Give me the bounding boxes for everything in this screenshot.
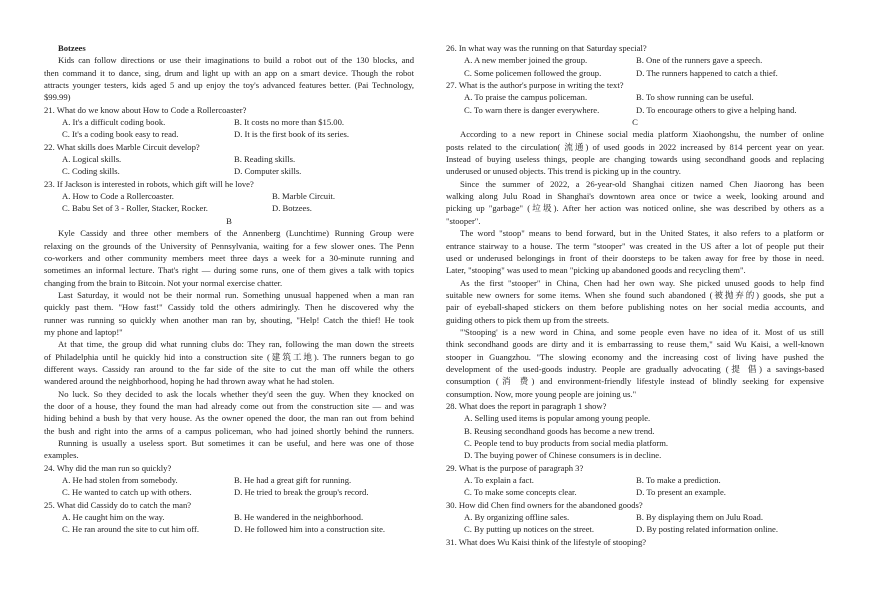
passage-line: my phone and laptop!" [44, 326, 123, 337]
passage-line: used or underused belongings in front of their doorsteps to be taken away for free by those in need. [446, 252, 824, 263]
passage-line: "stooper". [446, 215, 481, 226]
passage-line: The word "stoop" means to bend forward, but in the United States, it also refers to a platform or [460, 228, 824, 239]
option[interactable]: C. Babu Set of 3 - Roller, Stacker, Rocker. [62, 203, 208, 214]
passage-line: changing from the brain to Bitcoin. Not your normal exercise chatter. [44, 277, 283, 288]
passage-line: consumption. Now, more young people are joining us." [446, 388, 637, 399]
options-row [44, 116, 414, 128]
passage-line: Instead of buying useless things, people are changing towards using secondhand goods and replacing [446, 154, 824, 165]
passage-line: of Philadelphia until he quickly hid into a construction site (建筑工地). The runners began to go [44, 351, 414, 362]
option[interactable]: D. He tried to break the group's record. [234, 487, 369, 498]
question-29: 29. What is the purpose of paragraph 3? [446, 462, 584, 473]
option[interactable]: B. Reading skills. [234, 154, 296, 165]
options-row [44, 153, 414, 165]
passage-line: stooper in Guangzhou. "The slowing economy and the increasing cost of living have pushed the [446, 351, 824, 362]
passage-line: "'Stooping' is a new word in China, and some people even have no idea of it. Most of us still [460, 326, 824, 337]
passage-line: attracts younger testers, kids aged 5 and up enjoy the toy's advanced features better. (Pai Technology, [44, 80, 414, 91]
question-23: 23. If Jackson is interested in robots, which gift will he love? [44, 178, 254, 189]
option[interactable]: A. It's a difficult coding book. [62, 117, 166, 128]
option[interactable]: B. Reusing secondhand goods has become a new trend. [464, 425, 655, 436]
passage-line: the bush and right into the arms of a campus policeman, who had joined shortly behind the runners. [44, 425, 414, 436]
option[interactable]: B. By displaying them on Julu Road. [636, 512, 763, 523]
passage-line: As the first "stooper" in China, Chen had her own way. She picked unused goods to help find [460, 277, 824, 288]
passage-line: Running is usually a useless sport. But sometimes it can be useful, and here was one of those [58, 438, 414, 448]
passage-line: quickly past them. "How fast!" Cassidy told the others admiringly. Then he discovered why the [44, 302, 414, 313]
option[interactable]: D. Computer skills. [234, 166, 302, 177]
section-label-c: C [632, 117, 638, 128]
options-row [446, 104, 824, 116]
passage-line: Kids can follow directions or use their imaginations to build a robot out of the 130 blocks, and [58, 55, 414, 66]
options-row [44, 190, 414, 202]
option[interactable]: C. Some policemen followed the group. [464, 67, 602, 78]
option[interactable]: A. Selling used items is popular among young people. [464, 413, 651, 424]
passage-line: the door of a house, they found the man had already come out from the construction site — and was [44, 400, 414, 411]
option[interactable]: D. He followed him into a construction site. [234, 524, 386, 535]
passage-line: No luck. So they decided to ask the locals whether they'd seen the guy. When they knocked on [58, 388, 414, 399]
passage-line: examples. [44, 450, 79, 461]
question-28: 28. What does the report in paragraph 1 show? [446, 400, 607, 411]
options-row [44, 474, 414, 486]
options-row [446, 511, 824, 523]
passage-line: guiding others to pick them up from the streets. [446, 314, 610, 325]
passage-line: Kyle Cassidy and three other members of the Annenberg (Lunchtime) Running Group were [58, 228, 414, 239]
option[interactable]: C. He ran around the site to cut him off. [62, 524, 200, 535]
question-21: 21. What do we know about How to Code a Rollercoaster? [44, 104, 247, 115]
option[interactable]: C. To warn there is danger everywhere. [464, 104, 600, 115]
section-title: Botzees [58, 43, 86, 53]
section-label-b: B [226, 215, 232, 226]
passage-line: co-workers and other community members meet three days a week for a 30-minute running and [44, 252, 414, 263]
options-row [44, 165, 414, 177]
options-row [44, 523, 414, 535]
option[interactable]: C. Coding skills. [62, 166, 120, 177]
option[interactable]: C. People tend to buy products from social media platform. [464, 438, 669, 448]
option[interactable]: D. It is the first book of its series. [234, 129, 350, 140]
option[interactable]: D. The buying power of Chinese consumers is in decline. [464, 450, 662, 461]
question-25: 25. What did Cassidy do to catch the man? [44, 499, 192, 510]
options-row [446, 91, 824, 103]
option[interactable]: D. Botzees. [272, 203, 312, 214]
passage-line: consumption (消 费) and environment-friendly lifestyle instead of blindly seeking for expensive [446, 376, 824, 387]
passage-line: picking up "garbage" (垃圾). After her action was noticed online, she was described by others as a [446, 203, 824, 214]
passage-line: runner was running so quickly when another man ran by, shouting, "Help! Catch the thief! He took [44, 314, 414, 325]
passage-line: suitable new owners for some items. When she found such abandoned (被抛弃的) goods, she put a [446, 289, 824, 300]
option[interactable]: A. He had stolen from somebody. [62, 475, 178, 486]
option[interactable]: A. A new member joined the group. [464, 55, 588, 66]
passage-line: Later, "stooping" was used to mean "picking up abandoned goods and recycling them". [446, 265, 746, 276]
passage-line: wandered around the neighborhood, hoping he had thrown away what he had stolen. [44, 376, 335, 387]
passage-line: sometimes an informal lecture. That's right — during some runs, one of them gives a talk with topics [44, 265, 414, 276]
passage-line: posts related to the circulation( 流通) of used goods in 2022 increased by 814 percent year on year. [446, 141, 824, 152]
option[interactable]: B. He had a great gift for running. [234, 475, 352, 486]
option[interactable]: B. It costs no more than $15.00. [234, 117, 345, 128]
option[interactable]: A. How to Code a Rollercoaster. [62, 191, 174, 202]
question-31: 31. What does Wu Kaisi think of the lifestyle of stooping? [446, 536, 647, 547]
option[interactable]: A. Logical skills. [62, 154, 122, 165]
passage-line: underused or unused objects. This trend is picking up in the country. [446, 166, 681, 177]
question-30: 30. How did Chen find owners for the abandoned goods? [446, 499, 643, 510]
passage-line: entrance stairway to a house. The term "stooper" was created in the US after a lot of people put their [446, 240, 824, 251]
options-row [446, 54, 824, 66]
passage-line: At that time, the group did what running clubs do: They ran, following the man down the streets [58, 339, 414, 350]
passage-line: relaxing on the grounds of the University of Pennsylvania, waiting for a few slower ones. The Penn [44, 240, 414, 251]
option[interactable]: D. To encourage others to give a helping hand. [636, 104, 797, 115]
option[interactable]: B. To show running can be useful. [636, 92, 754, 103]
question-27: 27. What is the author's purpose in writing the text? [446, 80, 624, 91]
option[interactable]: C. He wanted to catch up with others. [62, 487, 192, 498]
option[interactable]: A. To explain a fact. [464, 475, 534, 486]
question-26: 26. In what way was the running on that Saturday special? [446, 43, 647, 53]
right-column [446, 42, 824, 548]
passage-line: pair of eyeball-shaped stickers on them before publishing notes on her social media accounts, and [446, 302, 824, 313]
passage-line: According to a new report in Chinese social media platform Xiaohongshu, the number of online [460, 129, 824, 140]
passage-line: then command it to dance, sing, drum and light up with an app on a smart device. Though the robot [44, 67, 414, 78]
option[interactable]: A. By organizing offline sales. [464, 512, 570, 523]
option[interactable]: C. To make some concepts clear. [464, 487, 577, 498]
options-row [44, 486, 414, 498]
option[interactable]: B. He wandered in the neighborhood. [234, 512, 364, 523]
passage-line: Last Saturday, it would not be their normal run. Something unusual happened when a man ran [58, 289, 414, 300]
question-22: 22. What skills does Marble Circuit develop? [44, 141, 200, 152]
options-row [446, 474, 824, 486]
passage-line: walking along Julu Road in Shanghai's downtown area once or twice a week, looking around and [446, 191, 824, 202]
option[interactable]: B. To make a prediction. [636, 475, 721, 486]
passage-line: development of the used-goods industry. People are gradually advocating (提 倡) a savings-based [446, 363, 824, 374]
left-column [44, 42, 414, 536]
options-row [446, 67, 824, 79]
options-row [446, 486, 824, 498]
passage-line: think secondhand goods are dirty and it is embarrassing to reuse them," said Wu Kaisi, a well-known [446, 339, 824, 350]
option[interactable]: B. One of the runners gave a speech. [636, 55, 763, 66]
options-row [446, 523, 824, 535]
options-row [44, 128, 414, 140]
option[interactable]: D. To present an example. [636, 487, 726, 498]
option[interactable]: A. To praise the campus policeman. [464, 92, 588, 103]
options-row [44, 511, 414, 523]
question-24: 24. Why did the man run so quickly? [44, 462, 172, 473]
option[interactable]: C. By putting up notices on the street. [464, 524, 595, 535]
passage-line: $99.99) [44, 92, 71, 103]
option[interactable]: A. He caught him on the way. [62, 512, 165, 523]
passage-line: hiding behind a bush by that very house. As the owner opened the door, the man ran out from behind [44, 413, 414, 424]
option[interactable]: B. Marble Circuit. [272, 191, 336, 202]
option[interactable]: C. It's a coding book easy to read. [62, 129, 179, 140]
passage-line: Since the summer of 2022, a 26-year-old Shanghai citizen named Chen Jiaorong has been [460, 178, 824, 189]
options-row [44, 202, 414, 214]
passage-line: different ways. Cassidy ran around to the far side of the site to cut the man off while the others [44, 363, 414, 374]
option[interactable]: D. By posting related information online. [636, 524, 779, 535]
option[interactable]: D. The runners happened to catch a thief. [636, 67, 778, 78]
